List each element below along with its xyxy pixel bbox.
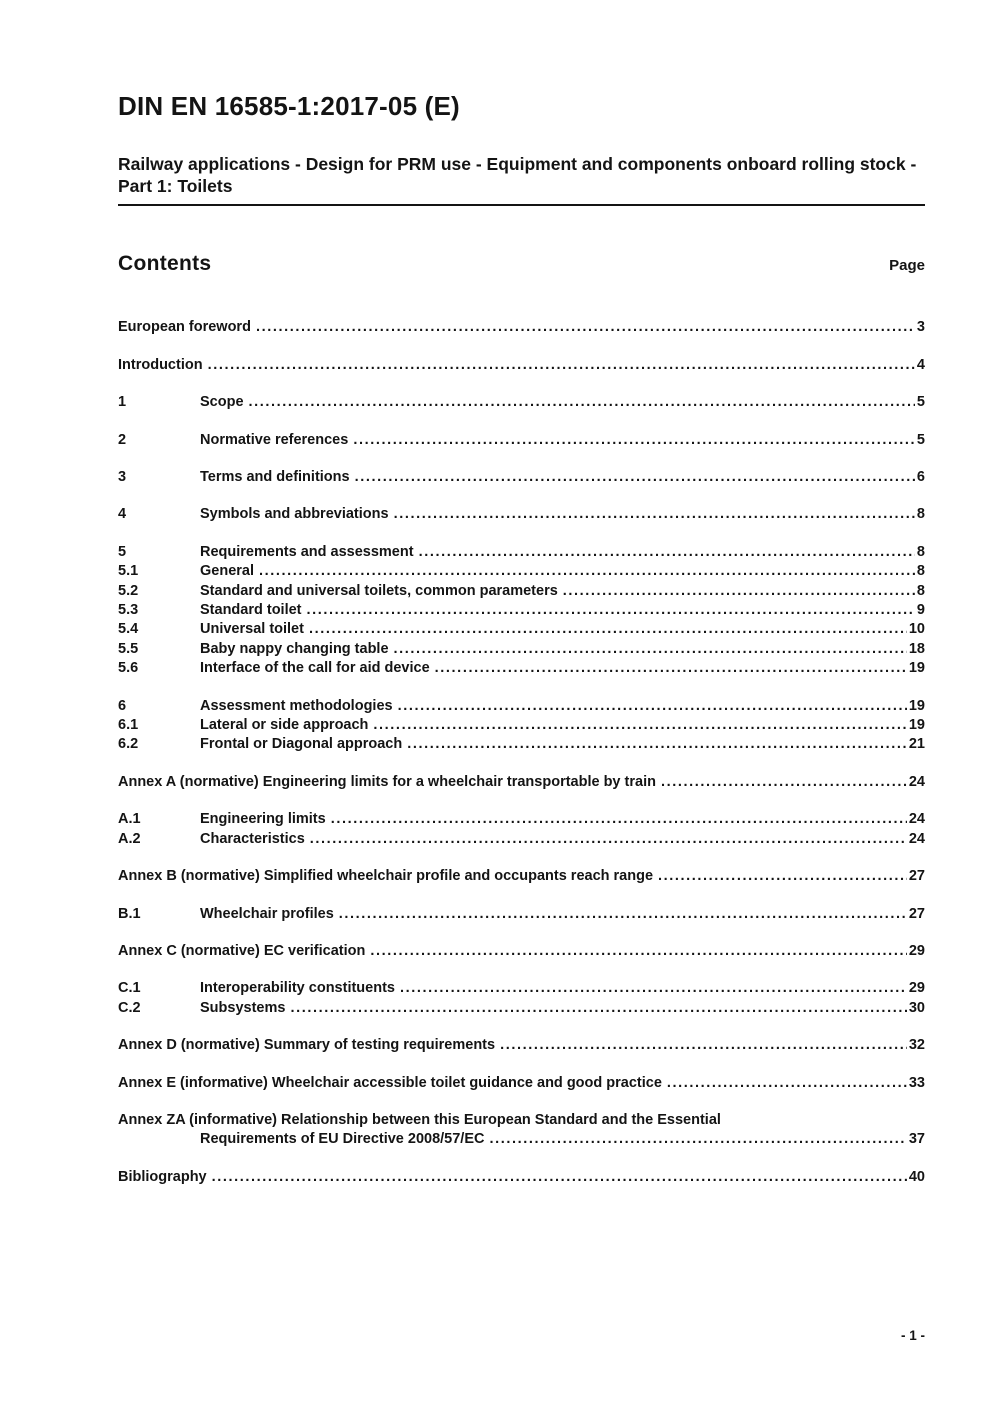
toc-entry-page: 19 xyxy=(908,660,925,677)
toc-entry xyxy=(118,810,925,829)
toc-entry-number: C.2 xyxy=(118,999,141,1016)
toc-entry-number: 3 xyxy=(118,469,127,485)
toc-entry-page: 29 xyxy=(908,980,925,997)
toc-entry-page: 30 xyxy=(908,999,925,1016)
toc-entry-title: Requirements and assessment xyxy=(200,543,414,560)
toc-entry-title: Scope xyxy=(200,394,244,411)
toc-leader-dots xyxy=(259,562,915,581)
toc-entry-page: 24 xyxy=(908,830,925,847)
toc-entry xyxy=(118,942,925,961)
toc-leader-dots xyxy=(394,505,915,524)
toc-entry xyxy=(118,431,925,450)
toc-entry-title: Annex D (normative) Summary of testing requirements xyxy=(118,1037,496,1054)
toc-entry xyxy=(118,393,925,412)
toc-entry-page: 29 xyxy=(908,942,925,959)
toc-entry-number: A.2 xyxy=(118,830,141,847)
toc-entry-page: 18 xyxy=(908,640,925,657)
toc-entry-page: 5 xyxy=(916,394,925,411)
toc-leader-dots xyxy=(407,735,907,754)
toc-entry xyxy=(118,640,925,659)
toc-entry-title: Annex ZA (informative) Relationship between this European Standard and the Essential xyxy=(118,1111,721,1128)
toc-entry xyxy=(118,620,925,639)
toc-entry xyxy=(118,468,925,487)
toc-entry xyxy=(118,773,925,792)
toc-entry-number: 6 xyxy=(118,697,127,714)
toc-leader-dots xyxy=(370,942,907,961)
toc-entry-title: Engineering limits xyxy=(200,811,326,828)
toc-entry xyxy=(118,562,925,581)
toc-entry-page: 24 xyxy=(908,811,925,828)
toc-entry-number: 6.1 xyxy=(118,717,139,734)
toc-leader-dots xyxy=(208,356,915,375)
toc-entry-number: 1 xyxy=(118,394,127,411)
toc-entry-page: 5 xyxy=(916,431,925,448)
toc-entry-number: 5.2 xyxy=(118,582,139,599)
toc-entry-title: Characteristics xyxy=(200,830,305,847)
toc-entry-title: European foreword xyxy=(118,319,251,336)
toc-entry xyxy=(118,1036,925,1055)
toc-entry-title: Introduction xyxy=(118,356,203,373)
toc-leader-dots xyxy=(661,773,907,792)
toc-entry-page: 32 xyxy=(908,1037,925,1054)
toc-entry-title: Wheelchair profiles xyxy=(200,905,334,922)
toc-leader-dots xyxy=(307,601,915,620)
toc-leader-dots xyxy=(500,1036,907,1055)
toc-entry-page: 4 xyxy=(916,356,925,373)
toc-entry xyxy=(118,1074,925,1093)
toc-leader-dots xyxy=(658,867,907,886)
toc-entry xyxy=(118,1111,925,1130)
toc-entry-title: Terms and definitions xyxy=(200,469,350,485)
toc-entry xyxy=(118,1168,925,1187)
toc-leader-dots xyxy=(309,620,907,639)
toc-entry xyxy=(118,356,925,375)
toc-entry-number: 2 xyxy=(118,431,127,448)
toc-leader-dots xyxy=(353,431,915,450)
toc-entry-page: 8 xyxy=(916,582,925,599)
toc-entry-title: Baby nappy changing table xyxy=(200,640,389,657)
toc-entry-page: 27 xyxy=(908,868,925,885)
toc-entry xyxy=(118,659,925,678)
toc-entry xyxy=(118,697,925,716)
toc-entry-number: 6.2 xyxy=(118,736,139,753)
toc-entry-page: 8 xyxy=(916,506,925,523)
document-subtitle: Railway applications - Design for PRM use - Equipment and components onboard rolling stock - Part 1: Toilets xyxy=(118,153,917,196)
toc-entry-number: 5.1 xyxy=(118,563,139,580)
toc-entry-title: Annex A (normative) Engineering limits for a wheelchair transportable by train xyxy=(118,773,656,790)
toc-entry xyxy=(118,735,925,754)
toc-entry-title: Bibliography xyxy=(118,1168,207,1185)
toc-entry-page: 3 xyxy=(916,319,925,336)
toc-entry-title: Universal toilet xyxy=(200,621,304,638)
toc-entry-title: Annex E (informative) Wheelchair accessible toilet guidance and good practice xyxy=(118,1074,662,1091)
toc-entry-title: Subsystems xyxy=(200,999,286,1016)
toc-entry xyxy=(118,318,925,337)
toc-entry-number: A.1 xyxy=(118,811,141,828)
toc-entry-page: 27 xyxy=(908,905,925,922)
toc-entry-page: 37 xyxy=(908,1131,925,1148)
toc-entry-number: 5.4 xyxy=(118,621,139,638)
toc-leader-dots xyxy=(310,830,907,849)
page-column-label: Page xyxy=(889,257,925,275)
toc-leader-dots xyxy=(563,582,915,601)
toc-entry-title: Interface of the call for aid device xyxy=(200,660,430,677)
toc-entry-page: 8 xyxy=(916,543,925,560)
contents-heading: Contents xyxy=(118,252,212,276)
toc-list xyxy=(118,318,925,1187)
toc-entry xyxy=(118,543,925,562)
toc-entry-number: C.1 xyxy=(118,980,141,997)
toc-entry-page: 8 xyxy=(916,563,925,580)
toc-entry-page: 33 xyxy=(908,1074,925,1091)
toc-entry-title: Lateral or side approach xyxy=(200,717,369,734)
toc-entry-title: Standard toilet xyxy=(200,602,302,619)
toc-entry-title: Assessment methodologies xyxy=(200,697,393,714)
toc-entry-page: 9 xyxy=(916,602,925,619)
footer-page-number: - 1 - xyxy=(900,1328,925,1343)
toc-entry xyxy=(118,601,925,620)
toc-leader-dots xyxy=(419,543,915,562)
toc-entry-number: 5.6 xyxy=(118,660,139,677)
document-title: DIN EN 16585-1:2017-05 (E) xyxy=(118,91,460,121)
toc-leader-dots xyxy=(249,393,915,412)
toc-leader-dots xyxy=(489,1130,906,1149)
toc-entry-title: Frontal or Diagonal approach xyxy=(200,736,403,753)
toc-entry-title: General xyxy=(200,563,254,580)
toc-entry-title: Requirements of EU Directive 2008/57/EC xyxy=(200,1131,485,1148)
toc-entry-page: 6 xyxy=(916,469,925,485)
toc-entry-page: 24 xyxy=(908,773,925,790)
toc-leader-dots xyxy=(331,810,907,829)
toc-entry-page: 10 xyxy=(908,621,925,638)
toc-leader-dots xyxy=(435,659,907,678)
contents-header-row xyxy=(118,252,925,276)
toc-entry-number: 5.3 xyxy=(118,602,139,619)
toc-entry xyxy=(118,716,925,735)
toc-leader-dots xyxy=(398,697,907,716)
toc-entry xyxy=(118,1130,925,1149)
toc-entry xyxy=(118,505,925,524)
toc-entry-number: 5 xyxy=(118,543,127,560)
toc-entry-title: Normative references xyxy=(200,431,349,448)
toc-leader-dots xyxy=(256,318,915,337)
toc-leader-dots xyxy=(400,979,907,998)
toc-entry xyxy=(118,830,925,849)
toc-leader-dots xyxy=(212,1168,907,1187)
toc-entry-number: 4 xyxy=(118,506,127,523)
toc-entry-page: 40 xyxy=(908,1168,925,1185)
toc-leader-dots xyxy=(373,716,906,735)
toc-leader-dots xyxy=(355,468,915,487)
toc-entry-number: 5.5 xyxy=(118,640,139,657)
toc-entry-title: Standard and universal toilets, common parameters xyxy=(200,582,558,599)
toc-entry-title: Symbols and abbreviations xyxy=(200,506,389,523)
toc-leader-dots xyxy=(667,1074,907,1093)
toc-entry xyxy=(118,867,925,886)
toc-entry-title: Annex C (normative) EC verification xyxy=(118,942,366,959)
toc-entry-page: 21 xyxy=(908,736,925,753)
toc-leader-dots xyxy=(394,640,907,659)
title-divider-rule xyxy=(118,204,925,206)
toc-entry xyxy=(118,999,925,1018)
toc-entry xyxy=(118,582,925,601)
toc-entry-page: 19 xyxy=(908,697,925,714)
toc-entry xyxy=(118,905,925,924)
toc-entry-title: Interoperability constituents xyxy=(200,980,395,997)
toc-leader-dots xyxy=(290,999,906,1018)
toc-entry-page: 19 xyxy=(908,717,925,734)
toc-leader-dots xyxy=(339,905,907,924)
toc-entry-title: Annex B (normative) Simplified wheelchair profile and occupants reach range xyxy=(118,868,654,885)
toc-entry-number: B.1 xyxy=(118,905,141,922)
toc-entry xyxy=(118,979,925,998)
